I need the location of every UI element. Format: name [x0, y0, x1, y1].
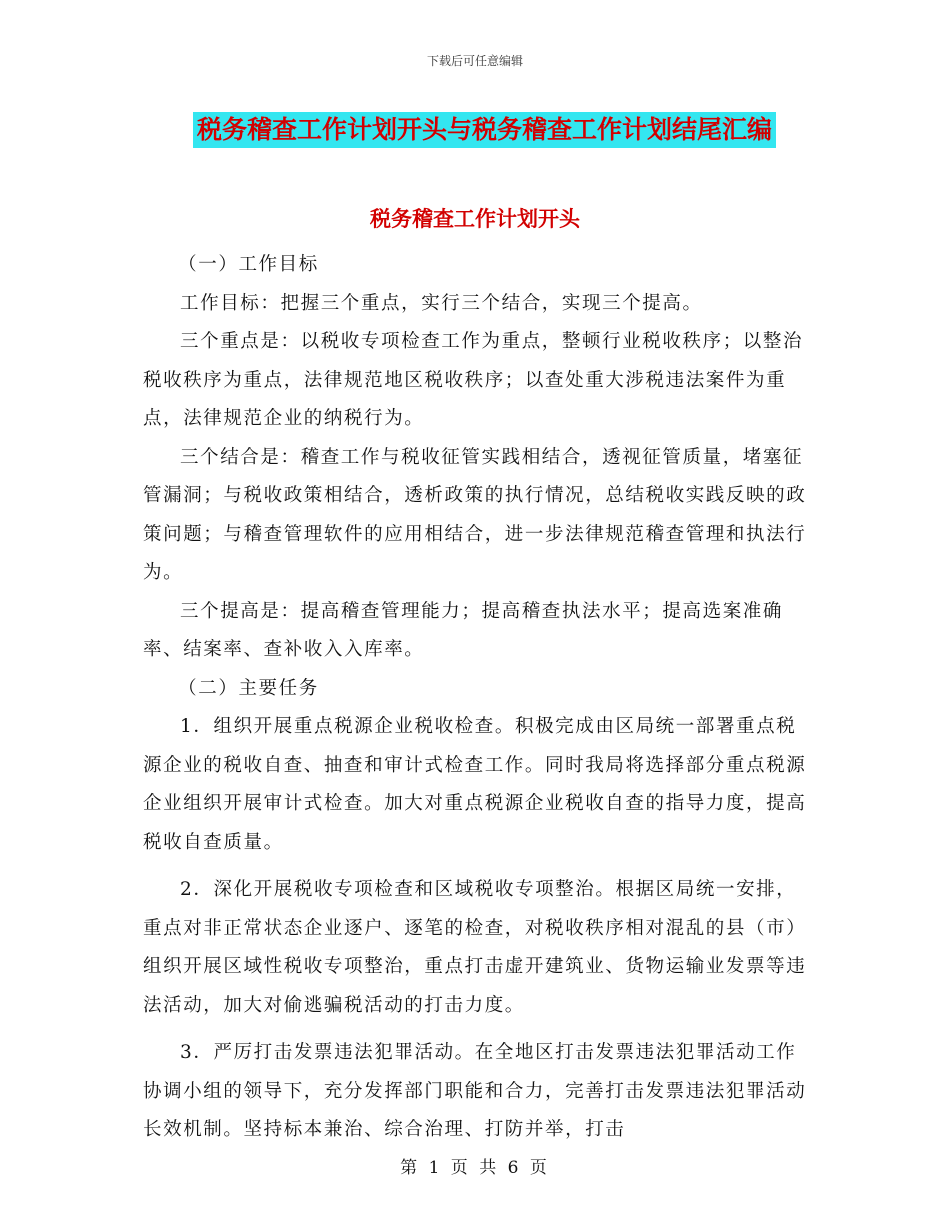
header-note: 下载后可任意编辑 — [426, 54, 523, 68]
paragraph-heading-tasks: （二）主要任务 — [178, 677, 319, 699]
paragraph: 三个结合是：稽查工作与税收征管实践相结合，透视征管质量，堵塞征管漏洞；与税收政策相结合，透析政策的执行情况，总结税收实践反映的政策问题；与稽查管理软件的应用相结合，进一步法律规范稽查管理和执法行为。 — [143, 446, 807, 583]
paragraph: 三个提高是：提高稽查管理能力；提高稽查执法水平；提高选案准确率、结案率、查补收入入库率。 — [143, 600, 784, 660]
paragraph: 2．深化开展税收专项检查和区域税收专项整治。根据区局统一安排，重点对非正常状态企业逐户、逐笔的检查，对税收秩序相对混乱的县（市）组织开展区域性税收专项整治，重点打击虚开建筑业、货物运输业发票等违法活动，加大对偷逃骗税活动的打击力度。 — [143, 879, 807, 1016]
paragraph: 三个重点是：以税收专项检查工作为重点，整顿行业税收秩序；以整治税收秩序为重点，法律规范地区税收秩序；以查处重大涉税违法案件为重点，法律规范企业的纳税行为。 — [143, 331, 804, 429]
paragraph: 工作目标：把握三个重点，实行三个结合，实现三个提高。 — [180, 292, 703, 314]
document-body — [143, 246, 808, 1150]
document-title: 税务稽查工作计划开头与税务稽查工作计划结尾汇编 — [193, 112, 776, 148]
paragraph: 1．组织开展重点税源企业税收检查。积极完成由区局统一部署重点税源企业的税收自查、抽查和审计式检查工作。同时我局将选择部分重点税源企业组织开展审计式检查。加大对重点税源企业税收自查的指导力度，提高税收自查质量。 — [143, 716, 807, 853]
paragraph: 3．严厉打击发票违法犯罪活动。在全地区打击发票违法犯罪活动工作协调小组的领导下，充分发挥部门职能和合力，完善打击发票违法犯罪活动长效机制。坚持标本兼治、综合治理、打防并举，打击 — [143, 1042, 807, 1140]
section-title: 税务稽查工作计划开头 — [370, 207, 580, 231]
paragraph-heading-goals: （一）工作目标 — [178, 254, 319, 275]
page-footer: 第 1 页 共 6 页 — [400, 1158, 550, 1178]
